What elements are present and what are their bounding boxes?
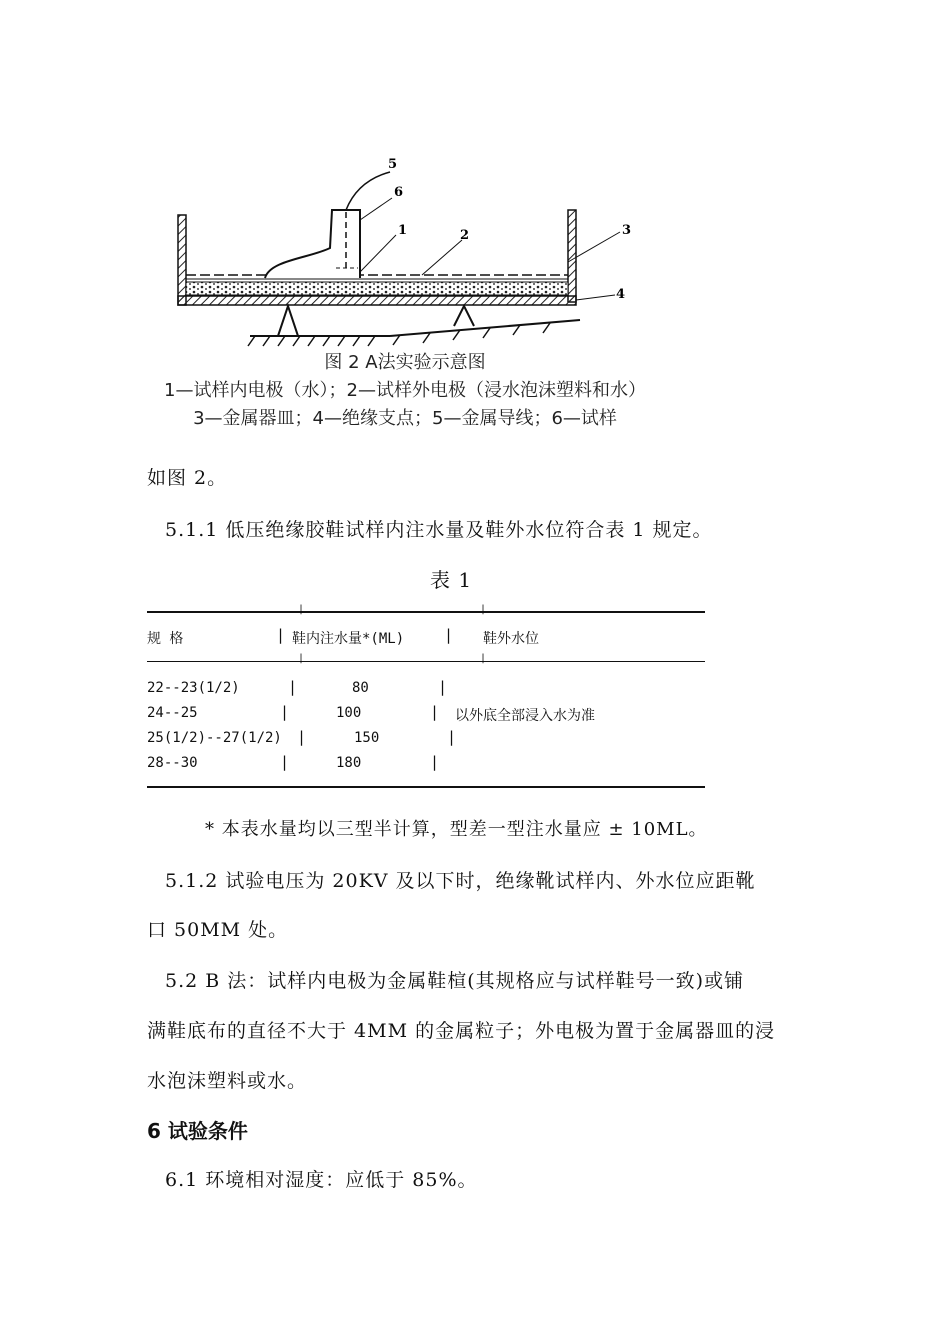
table-title: 表 1 <box>430 568 473 592</box>
container-bottom <box>178 296 576 305</box>
label-6: 6 <box>394 185 404 200</box>
paragraph-5-2-line-3: 水泡沫塑料或水。 <box>147 1070 308 1092</box>
table-row-spec: 28--30 <box>147 755 198 771</box>
table-outside-level: 以外底全部浸入水为准 <box>455 708 595 724</box>
figure-title: 图 2 A法实验示意图 <box>324 352 486 373</box>
table-bottom-rule <box>147 786 705 788</box>
foam-layer <box>186 282 568 295</box>
paragraph-5-2-line-1: 5.2 B 法：试样内电极为金属鞋楦(其规格应与试样鞋号一致)或铺 <box>165 970 745 992</box>
label-1: 1 <box>398 223 408 238</box>
container-left-wall <box>178 215 186 305</box>
label-2: 2 <box>460 228 470 243</box>
table-row-water: 150 <box>354 730 380 746</box>
paragraph-figure-ref: 如图 2。 <box>147 467 228 489</box>
table-row-water: 80 <box>352 680 369 696</box>
table-header-rule <box>147 661 705 662</box>
support-left <box>278 306 298 336</box>
figure-2-diagram <box>160 150 650 350</box>
section-6-heading: 6 试验条件 <box>147 1119 248 1143</box>
label-4: 4 <box>616 287 626 302</box>
paragraph-5-1-2-line-1: 5.1.2 试验电压为 20KV 及以下时，绝缘靴试样内、外水位应距靴 <box>165 870 756 892</box>
paragraph-5-2-line-2: 满鞋底布的直径不大于 4MM 的金属粒子；外电极为置于金属器皿的浸 <box>147 1020 776 1042</box>
paragraph-5-1-1: 5.1.1 低压绝缘胶鞋试样内注水量及鞋外水位符合表 1 规定。 <box>165 519 713 541</box>
figure-legend-line-2: 3—金属器皿；4—绝缘支点；5—金属导线；6—试样 <box>193 408 617 429</box>
label-5: 5 <box>388 157 398 172</box>
table-row-spec: 24--25 <box>147 705 198 721</box>
support-right <box>454 306 474 326</box>
table-note: * 本表水量均以三型半计算，型差一型注水量应 ± 10ML。 <box>205 819 708 840</box>
figure-legend-line-1: 1—试样内电极（水）；2—试样外电极（浸水泡沫塑料和水） <box>164 380 646 401</box>
table-header-water: 鞋内注水量*(ML) <box>292 631 405 647</box>
table-row-water: 180 <box>336 755 362 771</box>
table-row-spec: 22--23(1/2) <box>147 680 240 696</box>
container-right-wall <box>568 210 576 302</box>
table-header-spec: 规 格 <box>147 631 184 647</box>
table-header-outside: 鞋外水位 <box>483 631 539 647</box>
table-row-spec: 25(1/2)--27(1/2) <box>147 730 282 746</box>
paragraph-6-1: 6.1 环境相对湿度：应低于 85%。 <box>165 1169 478 1191</box>
table-top-rule <box>147 611 705 613</box>
paragraph-5-1-2-line-2: 口 50MM 处。 <box>147 919 289 941</box>
label-3: 3 <box>622 223 632 238</box>
table-row-water: 100 <box>336 705 362 721</box>
